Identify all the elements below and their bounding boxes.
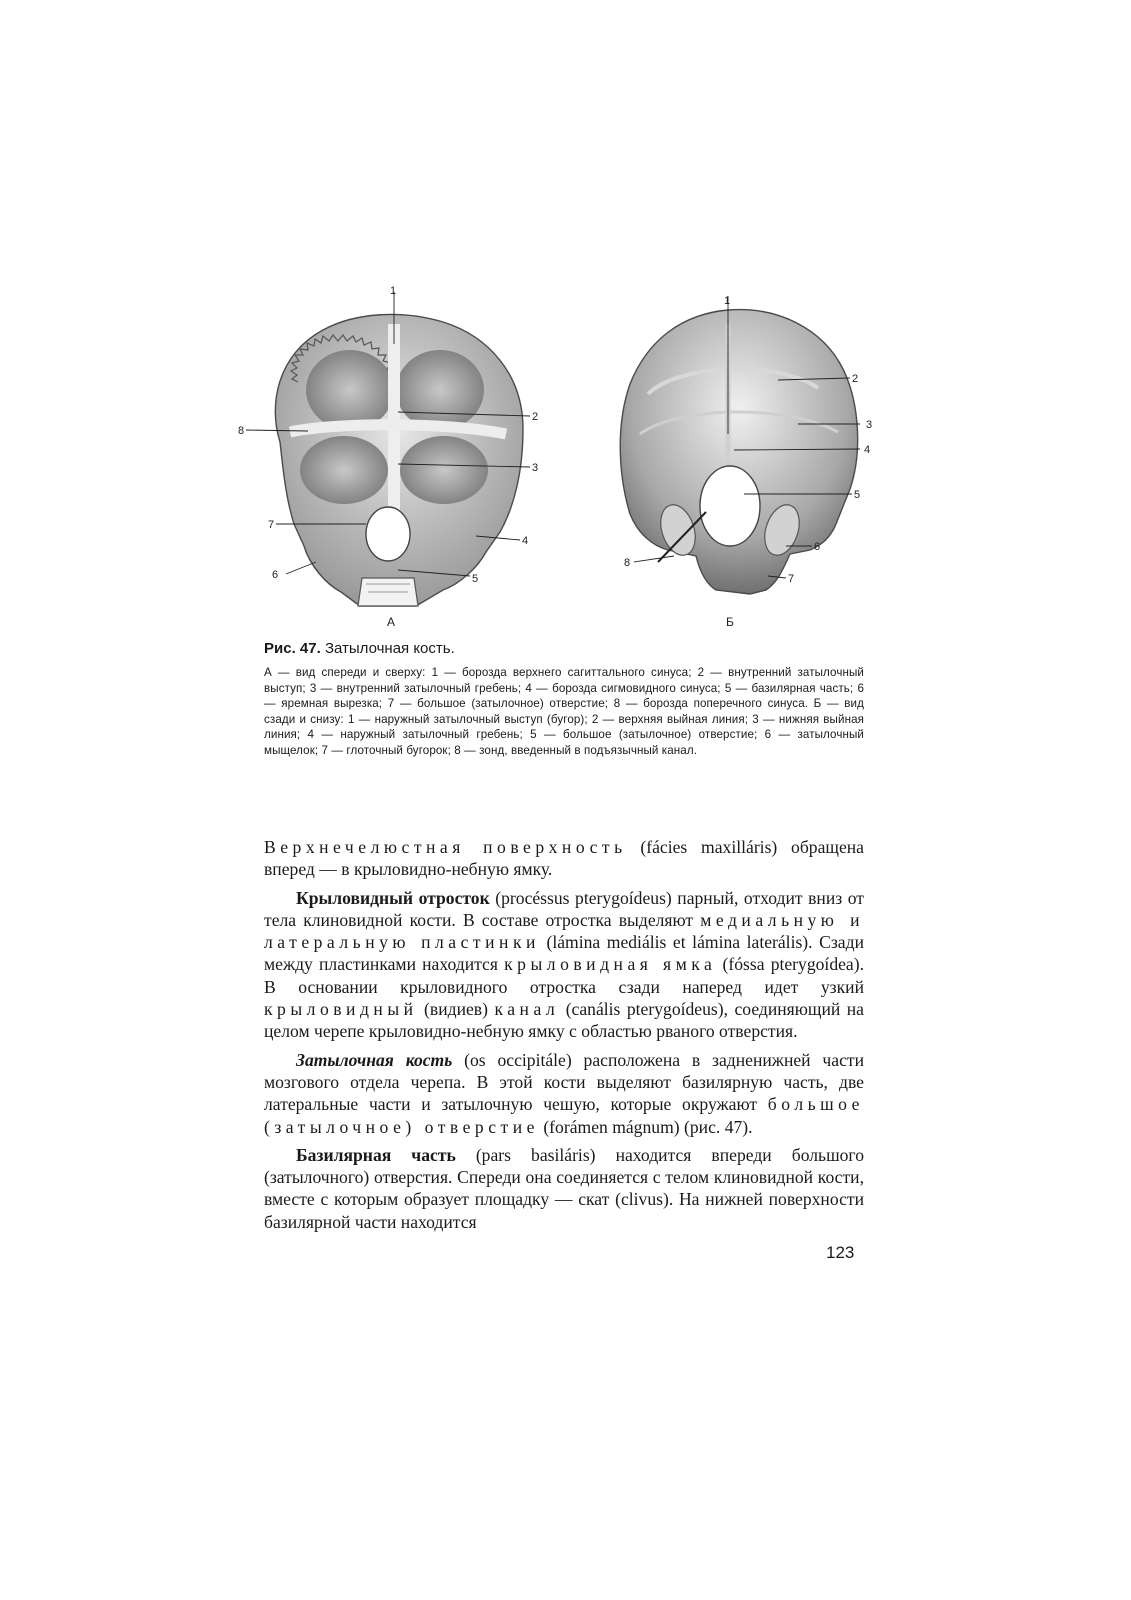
bone-view-b: [620, 295, 872, 629]
term-basilar-part: Базилярная часть: [296, 1144, 456, 1165]
term-foramen-magnum: большое (затылочное) отверстие: [264, 1094, 864, 1137]
fig-b-label-2: 2: [852, 373, 859, 385]
bone-view-a: [238, 285, 538, 629]
fig-a-label-3: 3: [532, 462, 539, 474]
term-occipital-bone: Затылочная кость: [296, 1049, 453, 1070]
body-text: [264, 836, 864, 1239]
fig-a-view-label: А: [387, 615, 396, 629]
paragraph-3: [264, 1049, 864, 1138]
fig-a-label-7: 7: [268, 519, 275, 531]
fig-a-label-1: 1: [390, 285, 397, 297]
paragraph-2-text-5: (canális pterygoídeus), соединяющий на целом черепе крыловидно-небную ямку с областью рваного отверстия.: [264, 999, 864, 1042]
paragraph-2-text-3: (fóssa pterygoídea). В основании крыловидного отростка сзади наперед идет узкий: [264, 954, 864, 997]
fig-a-label-2: 2: [532, 411, 539, 423]
term-pterygoid: крыловидный: [264, 999, 418, 1020]
figure-caption: [264, 640, 864, 759]
paragraph-1-text: (fácies maxilláris) обращена вперед — в крыловидно-небную ямку.: [264, 837, 864, 880]
fig-a-label-5: 5: [472, 573, 479, 585]
figure-occipital-bone: [238, 284, 888, 636]
fig-b-label-1: 1: [724, 295, 731, 307]
paragraph-2-text-1: (procéssus pterygoídeus) парный, отходит вниз от тела клиновидной кости. В составе отростка выделяют: [264, 887, 864, 930]
fig-b-label-4: 4: [864, 444, 871, 456]
term-pterygoid-process: Крыловидный отросток: [296, 887, 490, 908]
caption-title-line: [264, 640, 864, 657]
paragraph-2-text-2: (lámina mediális et lámina laterális). Сзади между пластинками находится: [264, 932, 864, 975]
paragraph-2: [264, 887, 864, 1043]
page-number: 123: [826, 1243, 855, 1262]
term-maxillary-surface: Верхнечелюстная поверхность: [264, 837, 627, 857]
fig-a-label-4: 4: [522, 535, 529, 547]
caption-title: Затылочная кость.: [324, 640, 455, 657]
paragraph-3-text-2: (forámen mágnum) (рис. 47).: [538, 1116, 753, 1137]
occipital-bone-illustration: [238, 284, 888, 636]
paragraph-3-text-1: (os occipitále) расположена в задненижней части мозгового отдела черепа. В этой кости выделяют базилярную часть, две латеральные части и затылочную чешую, которые окружают: [264, 1049, 864, 1115]
fig-b-view-label: Б: [726, 615, 734, 629]
paragraph-4-text: (pars basiláris) находится впереди большого (затылочного) отверстия. Спереди она соединяется с телом клиновидной кости, вместе с которым образует площадку — скат (clivus). На нижней поверхности базилярной части находится: [264, 1144, 864, 1232]
fig-a-label-8: 8: [238, 425, 245, 437]
fig-b-label-5: 5: [854, 489, 861, 501]
caption-text: А — вид спереди и сверху: 1 — борозда верхнего сагиттального синуса; 2 — внутренний затылочный выступ; 3 — внутренний затылочный гребень; 4 — борозда сигмовидного синуса; 5 — базилярная часть; 6 — яремная вырезка; 7 — большое (затылочное) отверстие; 8 — борозда поперечного синуса. Б — вид сзади и снизу: 1 — наружный затылочный выступ (бугор); 2 — верхняя выйная линия; 3 — нижняя выйная линия; 4 — наружный затылочный гребень; 5 — большое (затылочное) отверстие; 6 — затылочный мыщелок; 7 — глоточный бугорок; 8 — зонд, введенный в подъязычный канал.: [264, 666, 864, 757]
fig-b-label-6: 6: [814, 541, 821, 553]
caption-label: Рис. 47.: [264, 640, 321, 657]
fig-b-label-8: 8: [624, 557, 631, 569]
paragraph-4: [264, 1144, 864, 1233]
fig-a-label-6: 6: [272, 569, 279, 581]
term-plates: медиальную и латеральную пластинки: [264, 909, 864, 953]
fig-b-label-3: 3: [866, 419, 873, 431]
term-pterygoid-fossa: крыловидная ямка: [504, 954, 717, 975]
paragraph-2-text-4: (видиев): [417, 999, 495, 1020]
paragraph-1: [264, 836, 864, 881]
term-canal: канал: [494, 999, 560, 1020]
fig-b-label-7: 7: [788, 573, 795, 585]
